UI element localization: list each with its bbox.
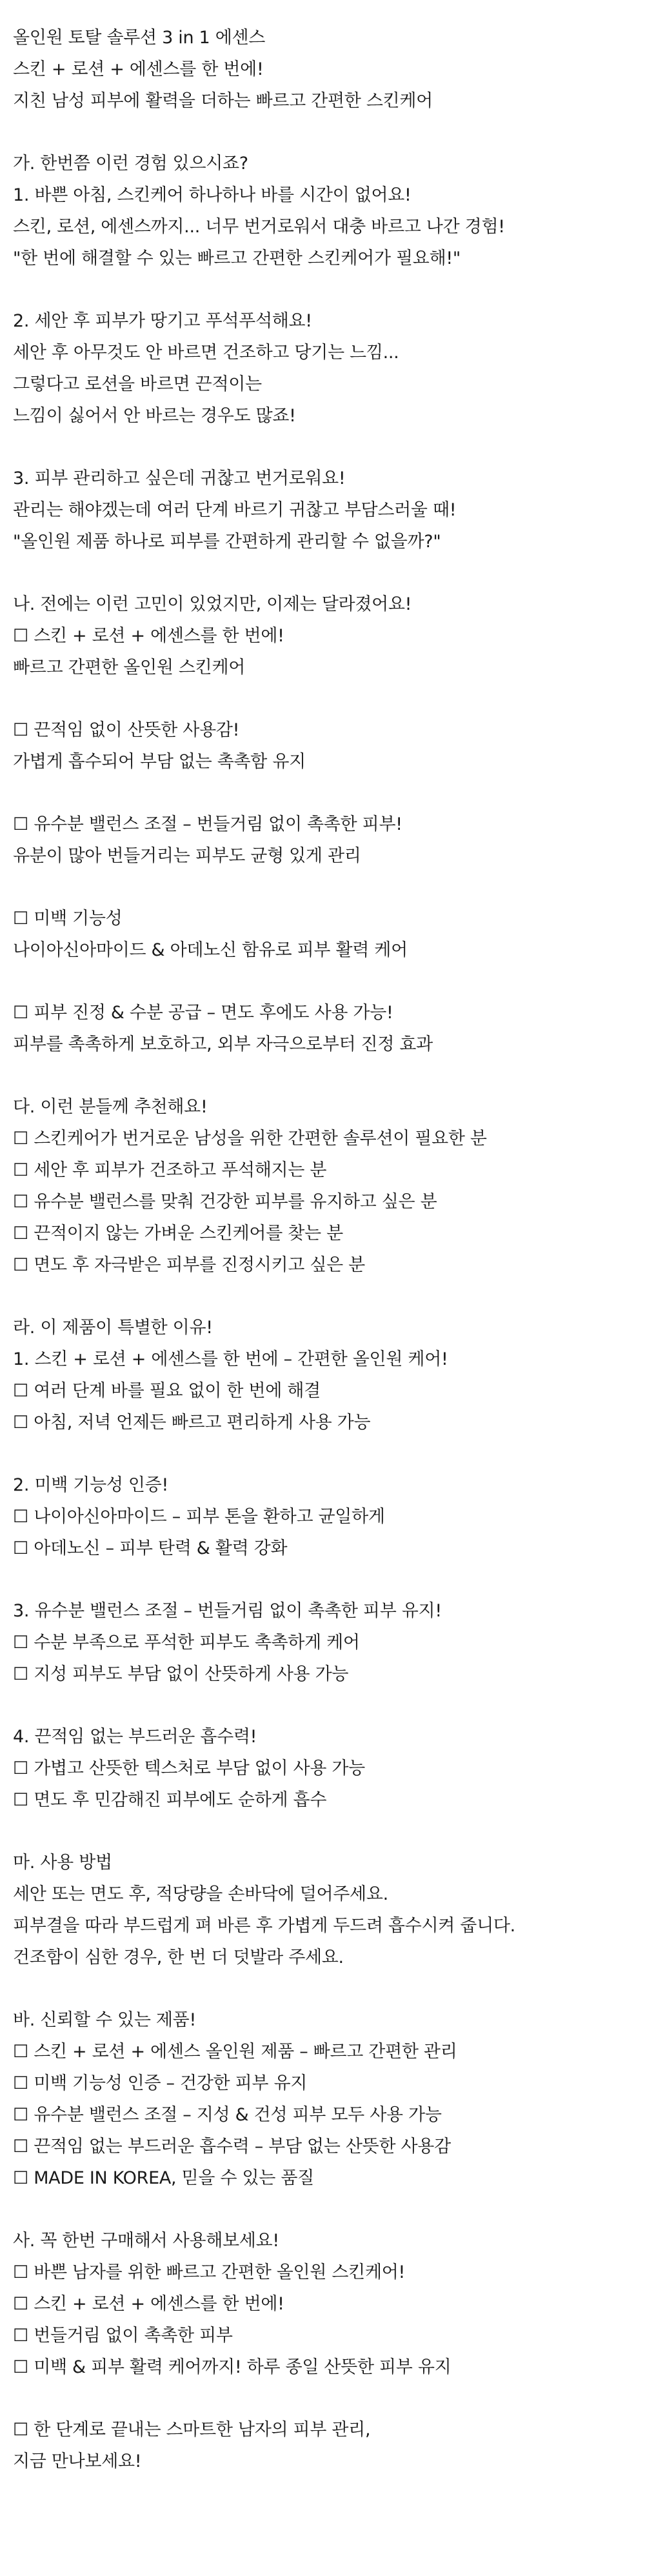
- text-line: ☐ 아침, 저녁 언제든 빠르고 편리하게 사용 가능: [13, 1413, 371, 1433]
- text-paragraph: [13, 809, 645, 872]
- text-line: ☐ 스킨 + 로션 + 에센스 올인원 제품 – 빠르고 간편한 관리: [13, 2042, 457, 2062]
- text-line: 마. 사용 방법: [13, 1853, 112, 1873]
- text-line: 가볍게 흡수되어 부담 없는 촉촉함 유지: [13, 752, 306, 772]
- text-line: ☐ 면도 후 민감해진 피부에도 순하게 흡수: [13, 1790, 327, 1810]
- text-line: "한 번에 해결할 수 있는 빠르고 간편한 스킨케어가 필요해!": [13, 248, 461, 268]
- text-line: ☐ 나이아신아마이드 – 피부 톤을 환하고 균일하게: [13, 1507, 385, 1527]
- text-line: 피부결을 따라 부드럽게 펴 바른 후 가볍게 두드려 흡수시켜 줍니다.: [13, 1916, 515, 1936]
- text-paragraph: [13, 2414, 645, 2477]
- text-line: ☐ 끈적임 없이 산뜻한 사용감!: [13, 720, 240, 740]
- text-line: 지금 만나보세요!: [13, 2451, 142, 2471]
- text-line: ☐ 세안 후 피부가 건조하고 푸석해지는 분: [13, 1160, 327, 1180]
- text-line: ☐ 미백 기능성: [13, 909, 123, 929]
- text-line: 올인원 토탈 솔루션 3 in 1 에센스: [13, 28, 266, 48]
- text-line: ☐ 가볍고 산뜻한 텍스처로 부담 없이 사용 가능: [13, 1758, 365, 1778]
- text-line: 1. 바쁜 아침, 스킨케어 하나하나 바를 시간이 없어요!: [13, 185, 412, 205]
- text-line: 관리는 해야겠는데 여러 단계 바르기 귀찮고 부담스러울 때!: [13, 500, 457, 520]
- text-line: 그렇다고 로션을 바르면 끈적이는: [13, 374, 262, 394]
- text-line: 라. 이 제품이 특별한 이유!: [13, 1318, 213, 1338]
- text-line: 다. 이런 분들께 추천해요!: [13, 1097, 208, 1117]
- text-paragraph: [13, 1721, 645, 1816]
- text-line: 세안 또는 면도 후, 적당량을 손바닥에 덜어주세요.: [13, 1884, 388, 1904]
- text-line: ☐ 스킨케어가 번거로운 남성을 위한 간편한 솔루션이 필요한 분: [13, 1129, 487, 1149]
- text-line: 스킨 + 로션 + 에센스를 한 번에!: [13, 59, 264, 79]
- text-line: ☐ 피부 진정 & 수분 공급 – 면도 후에도 사용 가능!: [13, 1003, 393, 1023]
- text-line: ☐ 끈적이지 않는 가벼운 스킨케어를 찾는 분: [13, 1223, 343, 1243]
- text-line: ☐ 미백 기능성 인증 – 건강한 피부 유지: [13, 2073, 308, 2093]
- text-line: ☐ 아데노신 – 피부 탄력 & 활력 강화: [13, 1538, 288, 1558]
- text-line: ☐ 한 단계로 끝내는 스마트한 남자의 피부 관리,: [13, 2420, 371, 2440]
- text-line: 지친 남성 피부에 활력을 더하는 빠르고 간편한 스킨케어: [13, 91, 433, 111]
- text-line: ☐ 여러 단계 바를 필요 없이 한 번에 해결: [13, 1381, 321, 1401]
- text-paragraph: [13, 1312, 645, 1438]
- text-line: ☐ 번들거림 없이 촉촉한 피부: [13, 2326, 233, 2346]
- text-line: 세안 후 아무것도 안 바르면 건조하고 당기는 느낌...: [13, 343, 399, 363]
- text-line: 3. 유수분 밸런스 조절 – 번들거림 없이 촉촉한 피부 유지!: [13, 1601, 442, 1621]
- text-line: 3. 피부 관리하고 싶은데 귀찮고 번거로워요!: [13, 468, 346, 488]
- text-line: ☐ 수분 부족으로 푸석한 피부도 촉촉하게 케어: [13, 1633, 360, 1653]
- text-line: ☐ 바쁜 남자를 위한 빠르고 간편한 올인원 스킨케어!: [13, 2262, 406, 2282]
- text-paragraph: [13, 2225, 645, 2383]
- text-line: 2. 미백 기능성 인증!: [13, 1475, 169, 1495]
- text-paragraph: [13, 903, 645, 966]
- text-line: ☐ 면도 후 자극받은 피부를 진정시키고 싶은 분: [13, 1255, 365, 1275]
- text-paragraph: [13, 148, 645, 274]
- text-line: 바. 신뢰할 수 있는 제품!: [13, 2010, 196, 2030]
- text-line: ☐ 끈적임 없는 부드러운 흡수력 – 부담 없는 산뜻한 사용감: [13, 2137, 451, 2157]
- text-line: ☐ 스킨 + 로션 + 에센스를 한 번에!: [13, 2294, 284, 2314]
- text-paragraph: [13, 22, 645, 117]
- text-paragraph: [13, 463, 645, 558]
- text-line: 피부를 촉촉하게 보호하고, 외부 자극으로부터 진정 효과: [13, 1034, 433, 1054]
- text-line: 유분이 많아 번들거리는 피부도 균형 있게 관리: [13, 846, 361, 866]
- text-line: 나이아신아마이드 & 아데노신 함유로 피부 활력 케어: [13, 940, 408, 960]
- text-line: "올인원 제품 하나로 피부를 간편하게 관리할 수 없을까?": [13, 532, 441, 552]
- text-line: ☐ 지성 피부도 부담 없이 산뜻하게 사용 가능: [13, 1664, 349, 1684]
- text-line: ☐ 유수분 밸런스 조절 – 지성 & 건성 피부 모두 사용 가능: [13, 2105, 442, 2125]
- text-paragraph: [13, 1847, 645, 1973]
- text-line: ☐ 유수분 밸런스 조절 – 번들거림 없이 촉촉한 피부!: [13, 814, 402, 834]
- text-line: ☐ MADE IN KOREA, 믿을 수 있는 품질: [13, 2168, 314, 2188]
- text-paragraph: [13, 1469, 645, 1564]
- text-line: 1. 스킨 + 로션 + 에센스를 한 번에 – 간편한 올인원 케어!: [13, 1349, 448, 1369]
- text-line: ☐ 유수분 밸런스를 맞춰 건강한 피부를 유지하고 싶은 분: [13, 1192, 437, 1212]
- text-paragraph: [13, 714, 645, 778]
- text-paragraph: [13, 1595, 645, 1690]
- text-paragraph: [13, 1091, 645, 1281]
- text-paragraph: [13, 2004, 645, 2194]
- text-paragraph: [13, 589, 645, 683]
- text-line: 나. 전에는 이런 고민이 있었지만, 이제는 달라졌어요!: [13, 594, 412, 614]
- text-line: 사. 꼭 한번 구매해서 사용해보세요!: [13, 2231, 279, 2251]
- text-line: 스킨, 로션, 에센스까지... 너무 번거로워서 대충 바르고 나간 경험!: [13, 217, 505, 237]
- text-paragraph: [13, 997, 645, 1060]
- text-line: 빠르고 간편한 올인원 스킨케어: [13, 658, 246, 678]
- text-line: 느낌이 싫어서 안 바르는 경우도 많죠!: [13, 406, 296, 426]
- text-line: 4. 끈적임 없는 부드러운 흡수력!: [13, 1727, 257, 1747]
- text-line: 건조함이 심한 경우, 한 번 더 덧발라 주세요.: [13, 1947, 344, 1967]
- text-line: ☐ 스킨 + 로션 + 에센스를 한 번에!: [13, 626, 284, 646]
- text-line: ☐ 미백 & 피부 활력 케어까지! 하루 종일 산뜻한 피부 유지: [13, 2357, 452, 2377]
- text-line: 2. 세안 후 피부가 땅기고 푸석푸석해요!: [13, 311, 312, 331]
- text-line: 가. 한번쯤 이런 경험 있으시죠?: [13, 154, 248, 174]
- text-paragraph: [13, 305, 645, 432]
